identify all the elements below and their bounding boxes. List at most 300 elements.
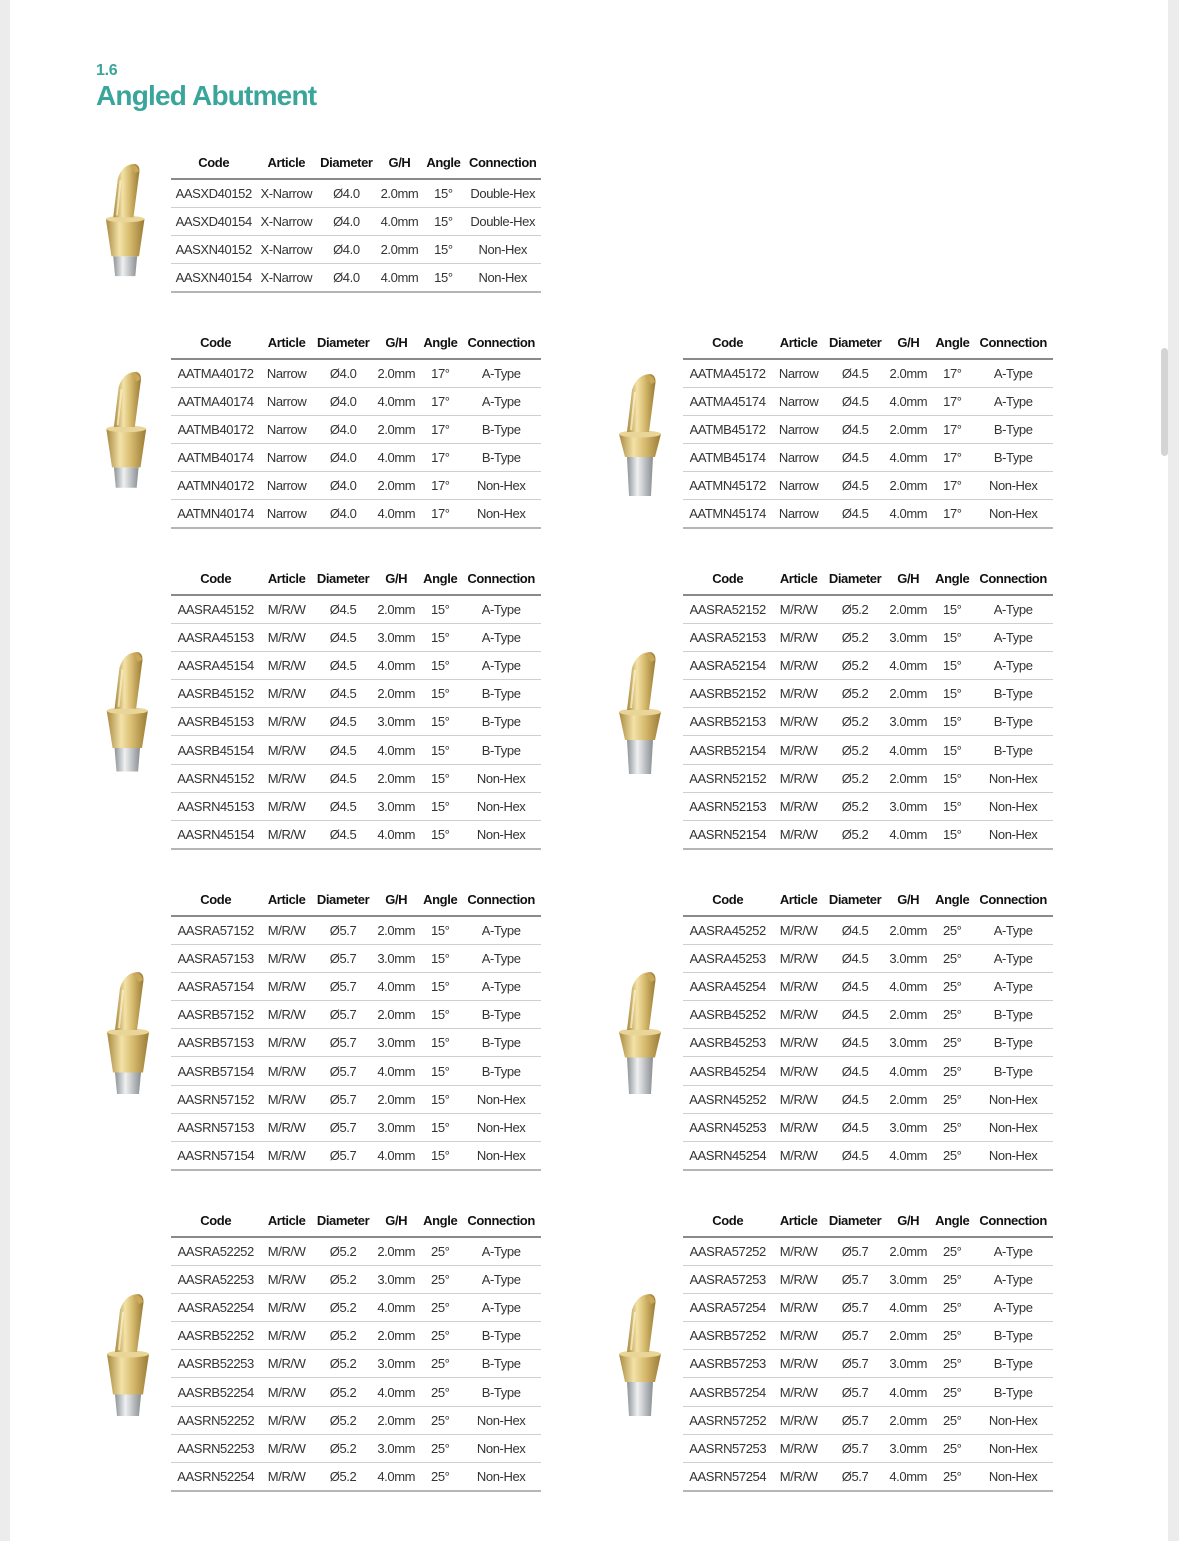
cell-connection: A-Type [973,359,1053,387]
cell-diameter: Ø5.2 [825,680,885,708]
cell-code: AASRB57252 [683,1322,772,1350]
cell-connection: A-Type [461,595,541,623]
cell-angle: 15° [931,708,973,736]
cell-article: M/R/W [772,944,824,972]
cell-code: AASRA45153 [171,623,260,651]
table-row [171,651,541,679]
cell-code: AATMA40172 [171,359,260,387]
table-row [171,207,541,235]
column-header-code: Code [683,330,772,359]
cell-article: M/R/W [772,651,824,679]
cell-code: AASRN52252 [171,1406,260,1434]
cell-angle: 25° [419,1406,461,1434]
table-row [683,472,1053,500]
cell-diameter: Ø5.7 [825,1434,885,1462]
spec-table [171,330,541,529]
cell-diameter: Ø5.7 [825,1350,885,1378]
cell-code: AASRB45253 [683,1029,772,1057]
cell-article: M/R/W [772,1057,824,1085]
cell-diameter: Ø5.7 [313,916,373,944]
cell-connection: B-Type [461,1322,541,1350]
cell-diameter: Ø5.2 [825,764,885,792]
cell-diameter: Ø4.5 [825,415,885,443]
cell-angle: 15° [419,1142,461,1170]
cell-code: AASRN57254 [683,1463,772,1491]
cell-gh: 4.0mm [885,1057,931,1085]
cell-angle: 15° [931,651,973,679]
table-row [171,444,541,472]
cell-gh: 4.0mm [885,1463,931,1491]
spec-table [683,330,1053,529]
cell-gh: 3.0mm [885,1029,931,1057]
cell-connection: Non-Hex [461,764,541,792]
cell-diameter: Ø5.7 [825,1463,885,1491]
cell-code: AATMA40174 [171,387,260,415]
table-row [171,764,541,792]
cell-article: M/R/W [772,1029,824,1057]
cell-angle: 15° [422,264,464,292]
cell-article: Narrow [260,500,313,528]
column-header-gh: G/H [373,566,419,595]
cell-gh: 2.0mm [885,1406,931,1434]
cell-angle: 17° [419,387,461,415]
cell-angle: 15° [931,792,973,820]
cell-gh: 4.0mm [373,500,419,528]
column-header-code: Code [683,1208,772,1237]
cell-connection: Non-Hex [973,1406,1053,1434]
cell-code: AASRB45152 [171,680,260,708]
cell-diameter: Ø4.5 [825,1085,885,1113]
cell-code: AASRN45253 [683,1113,772,1141]
cell-code: AASRB52254 [171,1378,260,1406]
table-row [171,792,541,820]
cell-article: M/R/W [260,1142,312,1170]
cell-article: M/R/W [772,1434,824,1462]
cell-code: AASRA52154 [683,651,772,679]
cell-angle: 15° [419,623,461,651]
column-header-diameter: Diameter [825,887,885,916]
angled-abutment-image [93,650,162,773]
cell-angle: 25° [931,1378,973,1406]
cell-gh: 2.0mm [373,680,419,708]
cell-article: Narrow [260,415,313,443]
cell-gh: 4.0mm [373,821,419,849]
cell-angle: 15° [419,1029,461,1057]
cell-connection: Non-Hex [973,1434,1053,1462]
cell-angle: 25° [931,1434,973,1462]
cell-connection: A-Type [973,387,1053,415]
cell-article: M/R/W [772,1322,824,1350]
cell-article: M/R/W [260,1001,312,1029]
cell-diameter: Ø5.2 [825,623,885,651]
column-header-code: Code [171,887,260,916]
cell-angle: 15° [419,1001,461,1029]
cell-connection: B-Type [461,680,541,708]
cell-code: AASRB45252 [683,1001,772,1029]
cell-article: X-Narrow [256,179,316,207]
column-header-angle: Angle [419,887,461,916]
cell-connection: Non-Hex [461,472,541,500]
table-row [683,359,1053,387]
cell-article: M/R/W [260,1265,312,1293]
cell-code: AATMN40172 [171,472,260,500]
cell-code: AASRA45254 [683,972,772,1000]
cell-gh: 4.0mm [885,500,931,528]
table-row [171,916,541,944]
cell-diameter: Ø5.7 [825,1322,885,1350]
cell-code: AATMN45172 [683,472,772,500]
cell-article: M/R/W [772,736,824,764]
cell-gh: 3.0mm [885,792,931,820]
cell-article: M/R/W [772,680,824,708]
cell-gh: 3.0mm [373,792,419,820]
table-row [683,387,1053,415]
cell-code: AASRN45153 [171,792,260,820]
cell-diameter: Ø5.7 [313,1085,373,1113]
cell-connection: Non-Hex [461,500,541,528]
column-header-code: Code [171,566,260,595]
cell-code: AATMA45174 [683,387,772,415]
table-row [683,595,1053,623]
table-row [171,415,541,443]
cell-diameter: Ø4.5 [825,387,885,415]
cell-article: M/R/W [260,972,312,1000]
table-row [683,764,1053,792]
cell-angle: 25° [931,1142,973,1170]
cell-article: M/R/W [772,916,824,944]
cell-connection: Double-Hex [464,207,541,235]
cell-article: M/R/W [260,916,312,944]
table-row [171,179,541,207]
cell-connection: Non-Hex [461,1406,541,1434]
table-row [683,736,1053,764]
column-header-angle: Angle [422,150,464,179]
cell-diameter: Ø4.0 [316,264,376,292]
cell-diameter: Ø5.7 [825,1378,885,1406]
table-row [683,1113,1053,1141]
cell-diameter: Ø5.2 [825,821,885,849]
column-header-connection: Connection [973,566,1053,595]
cell-code: AASRA57254 [683,1293,772,1321]
cell-connection: B-Type [973,1029,1053,1057]
column-header-connection: Connection [461,330,541,359]
table-header-row [171,330,541,359]
cell-code: AATMN40174 [171,500,260,528]
cell-angle: 15° [419,1113,461,1141]
cell-article: M/R/W [772,1350,824,1378]
cell-diameter: Ø5.2 [313,1378,373,1406]
connection-part [113,256,137,276]
cell-connection: Non-Hex [973,764,1053,792]
cell-gh: 4.0mm [377,264,423,292]
cell-gh: 2.0mm [373,1322,419,1350]
cell-gh: 3.0mm [373,708,419,736]
cell-code: AASRB57154 [171,1057,260,1085]
cell-connection: Non-Hex [461,1463,541,1491]
cell-article: X-Narrow [256,207,316,235]
cell-code: AASXD40152 [171,179,256,207]
cell-diameter: Ø4.5 [313,623,373,651]
cell-connection: B-Type [973,444,1053,472]
cell-article: M/R/W [772,972,824,1000]
cell-connection: Non-Hex [461,1085,541,1113]
table-header-row [171,566,541,595]
cell-code: AASRB57254 [683,1378,772,1406]
cell-gh: 3.0mm [373,1434,419,1462]
cell-connection: A-Type [973,1265,1053,1293]
cell-code: AATMB40172 [171,415,260,443]
table-row [683,651,1053,679]
cell-gh: 4.0mm [373,444,419,472]
cell-connection: Non-Hex [973,472,1053,500]
cell-connection: B-Type [973,415,1053,443]
cell-gh: 4.0mm [377,207,423,235]
cell-diameter: Ø5.2 [313,1463,373,1491]
cell-gh: 4.0mm [885,736,931,764]
cell-angle: 15° [419,680,461,708]
cell-article: M/R/W [772,792,824,820]
cell-connection: B-Type [973,1322,1053,1350]
table-row [683,1237,1053,1265]
cell-angle: 25° [931,1057,973,1085]
cell-diameter: Ø5.7 [313,1142,373,1170]
column-header-article: Article [772,1208,824,1237]
cell-code: AASRB52152 [683,680,772,708]
cell-connection: Non-Hex [464,235,541,263]
column-header-diameter: Diameter [825,566,885,595]
cell-angle: 25° [931,1237,973,1265]
cell-diameter: Ø5.2 [825,736,885,764]
scrollbar[interactable] [1161,348,1168,456]
cell-code: AATMB45174 [683,444,772,472]
column-header-diameter: Diameter [313,566,373,595]
cell-gh: 2.0mm [885,472,931,500]
cell-connection: Non-Hex [973,1142,1053,1170]
cell-article: M/R/W [772,1085,824,1113]
spec-table [683,887,1053,1171]
angled-abutment-image [605,650,675,775]
cell-code: AASRB45153 [171,708,260,736]
cell-gh: 2.0mm [373,916,419,944]
cell-angle: 15° [419,736,461,764]
column-header-diameter: Diameter [316,150,376,179]
cell-diameter: Ø5.7 [825,1237,885,1265]
cell-article: Narrow [772,415,825,443]
cell-angle: 15° [419,708,461,736]
cell-diameter: Ø4.5 [825,972,885,1000]
table-row [171,623,541,651]
cell-code: AASRB45254 [683,1057,772,1085]
cell-gh: 2.0mm [373,764,419,792]
cell-connection: B-Type [461,708,541,736]
cell-gh: 3.0mm [373,944,419,972]
table-row [683,1293,1053,1321]
table-row [171,680,541,708]
cell-diameter: Ø4.0 [313,387,373,415]
table-row [171,1057,541,1085]
cell-code: AASRA52253 [171,1265,260,1293]
cell-angle: 25° [419,1434,461,1462]
cell-gh: 2.0mm [373,1406,419,1434]
cell-angle: 25° [419,1463,461,1491]
cell-angle: 15° [931,764,973,792]
cell-gh: 2.0mm [373,1001,419,1029]
cell-angle: 15° [931,736,973,764]
table-row [171,1322,541,1350]
cell-diameter: Ø5.7 [825,1265,885,1293]
cell-code: AASRA52254 [171,1293,260,1321]
cell-connection: A-Type [973,972,1053,1000]
table-row [683,944,1053,972]
column-header-article: Article [256,150,316,179]
table-row [171,264,541,292]
cell-article: M/R/W [772,1265,824,1293]
cell-code: AASRB45154 [171,736,260,764]
cell-diameter: Ø5.2 [313,1322,373,1350]
connection-part [115,748,140,772]
cell-article: M/R/W [260,1378,312,1406]
cell-article: Narrow [260,359,313,387]
cell-article: M/R/W [260,764,312,792]
cell-article: M/R/W [772,764,824,792]
cell-connection: A-Type [973,595,1053,623]
table-row [171,500,541,528]
cell-code: AASRN45252 [683,1085,772,1113]
cell-angle: 17° [931,500,973,528]
cell-angle: 15° [419,764,461,792]
table-row [171,972,541,1000]
cell-article: M/R/W [772,708,824,736]
column-header-connection: Connection [461,887,541,916]
cell-article: M/R/W [260,623,312,651]
cell-angle: 15° [419,1057,461,1085]
cell-diameter: Ø4.0 [316,179,376,207]
cell-connection: B-Type [973,1001,1053,1029]
cell-angle: 25° [931,916,973,944]
cell-diameter: Ø4.5 [825,1029,885,1057]
table-header-row [683,887,1053,916]
cell-diameter: Ø4.5 [825,1001,885,1029]
cell-connection: A-Type [461,944,541,972]
cell-article: M/R/W [260,1085,312,1113]
table-row [171,944,541,972]
cell-gh: 4.0mm [373,1142,419,1170]
cell-diameter: Ø4.5 [825,944,885,972]
cell-angle: 25° [419,1378,461,1406]
table-header-row [171,887,541,916]
cell-article: M/R/W [260,1029,312,1057]
cell-gh: 4.0mm [885,444,931,472]
cell-gh: 3.0mm [885,708,931,736]
cell-code: AASRA45253 [683,944,772,972]
angled-abutment-image [93,370,160,489]
column-header-article: Article [772,330,825,359]
column-header-angle: Angle [931,887,973,916]
cell-diameter: Ø5.7 [313,972,373,1000]
cell-diameter: Ø4.5 [825,444,885,472]
cell-code: AASRB57253 [683,1350,772,1378]
cell-article: Narrow [260,472,313,500]
cell-gh: 3.0mm [373,1029,419,1057]
cell-angle: 15° [422,179,464,207]
cell-article: M/R/W [772,623,824,651]
table-row [683,1057,1053,1085]
cell-connection: A-Type [461,1265,541,1293]
table-row [171,1378,541,1406]
cell-gh: 4.0mm [885,387,931,415]
cell-connection: B-Type [461,1350,541,1378]
table-row [683,708,1053,736]
cell-angle: 17° [419,359,461,387]
cell-article: Narrow [772,387,825,415]
cell-code: AASRN57152 [171,1085,260,1113]
cell-angle: 25° [931,1322,973,1350]
cell-gh: 4.0mm [885,1293,931,1321]
cell-angle: 25° [931,1350,973,1378]
cell-gh: 3.0mm [373,1350,419,1378]
cell-article: M/R/W [772,1113,824,1141]
cell-connection: A-Type [461,387,541,415]
cell-angle: 17° [931,444,973,472]
column-header-gh: G/H [885,330,931,359]
cell-connection: B-Type [461,415,541,443]
table-row [683,1142,1053,1170]
column-header-angle: Angle [419,566,461,595]
cell-angle: 15° [419,792,461,820]
cell-diameter: Ø4.5 [825,1057,885,1085]
column-header-diameter: Diameter [313,330,373,359]
angled-abutment-image [605,970,675,1095]
cell-gh: 2.0mm [885,1322,931,1350]
cell-diameter: Ø4.0 [313,500,373,528]
cell-code: AASRB52154 [683,736,772,764]
cell-article: M/R/W [772,1293,824,1321]
cell-diameter: Ø5.7 [313,1057,373,1085]
cell-code: AASRA57152 [171,916,260,944]
cell-connection: B-Type [973,736,1053,764]
cell-angle: 25° [931,1293,973,1321]
angled-abutment-image [93,970,163,1095]
cell-connection: A-Type [461,623,541,651]
cell-connection: Non-Hex [973,821,1053,849]
table-header-row [683,330,1053,359]
cell-gh: 2.0mm [373,1085,419,1113]
cell-angle: 17° [931,472,973,500]
cell-diameter: Ø4.0 [316,207,376,235]
cell-diameter: Ø5.2 [313,1265,373,1293]
cell-article: M/R/W [260,1322,312,1350]
cell-angle: 17° [931,387,973,415]
cell-diameter: Ø4.0 [313,415,373,443]
cell-angle: 15° [419,821,461,849]
connection-part [114,467,139,487]
cell-code: AASRN45152 [171,764,260,792]
cell-code: AASRN57253 [683,1434,772,1462]
column-header-connection: Connection [461,1208,541,1237]
table-row [683,1406,1053,1434]
cell-article: M/R/W [260,1350,312,1378]
cell-article: M/R/W [260,821,312,849]
table-row [171,1350,541,1378]
cell-gh: 2.0mm [885,764,931,792]
table-row [683,1001,1053,1029]
cell-diameter: Ø4.0 [313,472,373,500]
cell-gh: 4.0mm [373,736,419,764]
cell-article: M/R/W [260,792,312,820]
table-header-row [171,1208,541,1237]
connection-part [627,1058,653,1095]
cell-code: AASRN57153 [171,1113,260,1141]
